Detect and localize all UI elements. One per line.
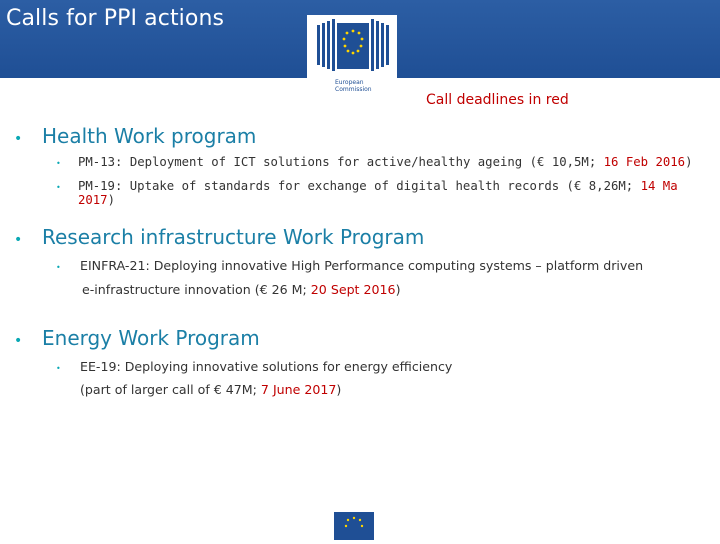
bullet-icon: • — [56, 263, 61, 272]
section-energy — [14, 326, 260, 350]
section-research-infrastructure — [14, 225, 424, 249]
section-title: Energy Work Program — [42, 326, 260, 350]
bullet-icon: • — [14, 131, 23, 147]
bullet-icon: • — [56, 364, 61, 373]
european-commission-logo — [307, 15, 397, 107]
section-health — [14, 124, 256, 148]
list-item: • EINFRA-21: Deploying innovative High Performance computing systems – platform driven — [56, 258, 644, 273]
bullet-icon: • — [56, 183, 61, 192]
list-item: • PM-19: Uptake of standards for exchange of digital health records (€ 8,26M; 14 Ma 2017) — [56, 179, 678, 207]
bullet-icon: • — [14, 333, 23, 349]
commission-building-icon — [315, 17, 391, 77]
list-item: • PM-13: Deployment of ICT solutions for active/healthy ageing (€ 10,5M; 16 Feb 2016) — [56, 155, 693, 169]
section-title: Health Work program — [42, 124, 257, 148]
deadline-date: 16 Feb 2016 — [603, 155, 686, 169]
logo-caption: European Commission — [335, 79, 372, 93]
slide-title: Calls for PPI actions — [6, 6, 225, 31]
eu-stars-icon — [334, 512, 374, 540]
list-item-continuation: (part of larger call of € 47M; 7 June 2017) — [80, 382, 342, 397]
section-title: Research infrastructure Work Program — [42, 225, 425, 249]
list-item: • EE-19: Deploying innovative solutions for energy efficiency — [56, 359, 453, 374]
deadline-date: 14 Ma 2017 — [77, 179, 678, 207]
bullet-icon: • — [56, 159, 61, 168]
list-item-continuation: e-infrastructure innovation (€ 26 M; 20 Sept 2016) — [82, 282, 401, 297]
bullet-icon: • — [14, 232, 23, 248]
deadline-note: Call deadlines in red — [426, 92, 569, 108]
deadline-date: 7 June 2017 — [260, 382, 337, 397]
deadline-date: 20 Sept 2016 — [310, 282, 396, 297]
eu-flag-icon — [334, 512, 374, 540]
